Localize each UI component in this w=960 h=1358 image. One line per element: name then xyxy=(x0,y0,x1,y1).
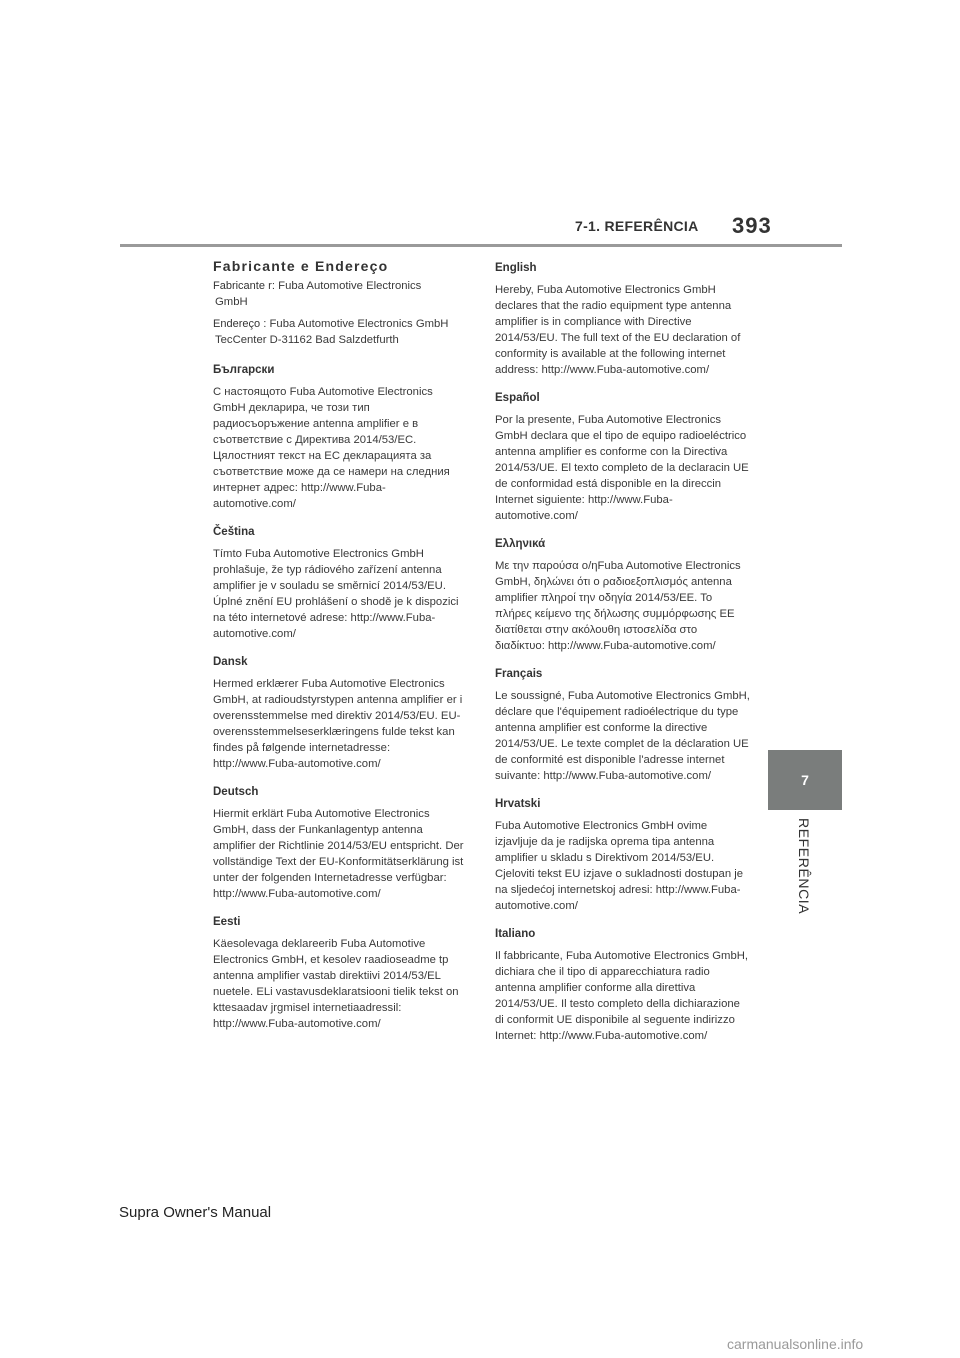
language-block xyxy=(495,796,750,914)
language-name: Ελληνικά xyxy=(495,538,546,550)
manufacturer-label: Fabricante xyxy=(213,280,265,292)
language-block xyxy=(495,666,750,784)
language-text: Il fabbricante, Fuba Automotive Electronics GmbH, dichiara che il tipo di apparecchiatura radio antenna amplifier conforme alla direttiva 2014/53/UE. Il testo completo della dichiarazione di conformit UE disponibile al seguente indirizzo Internet: http://www.Fuba-automotive.com/ xyxy=(495,950,749,1042)
language-block xyxy=(213,524,465,642)
language-block xyxy=(495,260,750,378)
chapter-label: REFERÊNCIA xyxy=(796,818,812,915)
address-value: : Fuba Automotive Electronics GmbH xyxy=(263,318,449,330)
section-heading: Fabricante e Endereço xyxy=(213,258,389,274)
address-line xyxy=(213,316,465,332)
language-block xyxy=(495,926,750,1044)
chapter-tab xyxy=(768,750,842,810)
language-text: Hiermit erklärt Fuba Automotive Electronics GmbH, dass der Funkanlagentyp antenna amplifier der Richtlinie 2014/53/EU entspricht. Der vollständige Text der EU-Konformitätserklärung ist unter der folgenden Internetadresse verfügbar: http://www.Fuba-automotive.com/ xyxy=(213,808,464,900)
language-block xyxy=(213,784,465,902)
right-column xyxy=(495,260,750,1044)
language-block xyxy=(495,390,750,524)
header-divider xyxy=(120,244,842,247)
language-name: Български xyxy=(213,364,275,376)
manufacturer-value: r: Fuba Automotive Electronics xyxy=(268,280,422,292)
language-text: Hereby, Fuba Automotive Electronics GmbH declares that the radio equipment type antenna amplifier is in compliance with Directive 2014/53/EU. The full text of the EU declaration of conformity is available at the following internet address: http://www.Fuba-automotive.com/ xyxy=(495,284,741,376)
language-name: Dansk xyxy=(213,656,248,668)
language-name: English xyxy=(495,262,537,274)
language-name: Čeština xyxy=(213,526,255,538)
language-name: Italiano xyxy=(495,928,536,940)
chapter-number: 7 xyxy=(801,772,809,788)
language-text: Por la presente, Fuba Automotive Electronics GmbH declara que el tipo de equipo radioeléctrico antenna amplifier es conforme con la Directiva 2014/53/UE. El texto completo de la declaracin UE de conformidad está disponible en la direccin Internet siguiente: http://www.Fuba-automotive.com/ xyxy=(495,414,749,522)
language-block xyxy=(495,536,750,654)
address-label: Endereço xyxy=(213,318,261,330)
language-text: Hermed erklærer Fuba Automotive Electronics GmbH, at radioudstyrstypen antenna amplifier er i overensstemmelse med direktiv 2014/53/EU. EU-overensstemmelseserklæringens fulde tekst kan findes på følgende internetadresse: http://www.Fuba-automotive.com/ xyxy=(213,678,463,770)
language-text: Käesolevaga deklareerib Fuba Automotive Electronics GmbH, et kesolev raadioseadme tp antenna amplifier vastab direktiivi 2014/53/EL nuetele. ELi vastavusdeklaratsiooni tielik tekst on kttesaadav jrgmisel internetiaadressil: http://www.Fuba-automotive.com/ xyxy=(213,938,459,1030)
page-number: 393 xyxy=(732,213,772,238)
language-text: Le soussigné, Fuba Automotive Electronics GmbH, déclare que l'équipement radioélectrique du type antenna amplifier est conforme la directive 2014/53/UE. Le texte complet de la déclaration UE de conformité est disponible l'adresse internet suivante: http://www.Fuba-automotive.com/ xyxy=(495,690,750,782)
left-column xyxy=(213,258,465,1032)
language-name: Deutsch xyxy=(213,786,259,798)
address-value-cont: TecCenter D-31162 Bad Salzdetfurth xyxy=(215,334,399,346)
manufacturer-line xyxy=(213,278,465,294)
section-title-header: 7-1. REFERÊNCIA xyxy=(575,218,699,234)
watermark-link[interactable]: carmanualsonline.info xyxy=(727,1336,864,1352)
language-block xyxy=(213,914,465,1032)
manufacturer-value-cont: GmbH xyxy=(215,296,248,308)
language-name: Français xyxy=(495,668,543,680)
manual-title-footer: Supra Owner's Manual xyxy=(119,1204,272,1221)
language-name: Español xyxy=(495,392,540,404)
language-text: Με την παρούσα ο/ηFuba Automotive Electronics GmbH, δηλώνει ότι ο ραδιοεξοπλισμός antenna amplifier πληροί την οδηγία 2014/53/ΕΕ. Το πλήρες κείμενο της δήλωσης συμμόρφωσης ΕΕ διατίθεται στην ακόλουθη ιστοσελίδα στο διαδίκτυο: http://www.Fuba-automotive.com/ xyxy=(495,560,741,652)
language-name: Eesti xyxy=(213,916,241,928)
language-block xyxy=(213,654,465,772)
language-text: Fuba Automotive Electronics GmbH ovime izjavljuje da je radijska oprema tipa antenna amplifier u skladu s Direktivom 2014/53/EU. Cjeloviti tekst EU izjave o sukladnosti dostupan je na sljedećoj internetskoj adresi: http://www.Fuba-automotive.com/ xyxy=(495,820,744,912)
language-block xyxy=(213,362,465,512)
language-text: Tímto Fuba Automotive Electronics GmbH prohlašuje, že typ rádiového zařízení antenna amplifier je v souladu se směrnicí 2014/53/EU. Úplné znění EU prohlášení o shodě je k dispozici na této internetové adrese: http://www.Fuba-automotive.com/ xyxy=(213,548,459,640)
language-text: С настоящото Fuba Automotive Electronics GmbH декларира, че този тип радиосъоръжение antenna amplifier е в съответствие с Директива 2014/53/ЕС. Цялостният текст на ЕС декларацията за съответствие може да се намери на следния интернет адрес: http://www.Fuba-automotive.com/ xyxy=(213,386,450,510)
language-name: Hrvatski xyxy=(495,798,541,810)
